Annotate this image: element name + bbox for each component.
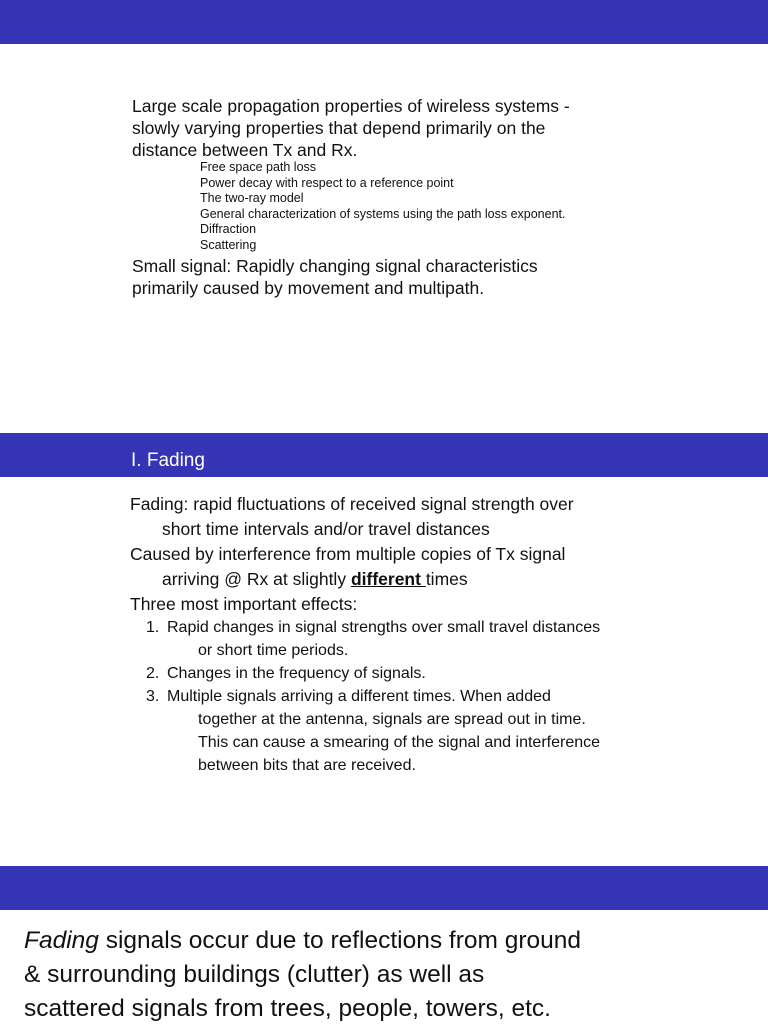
item-text: Changes in the frequency of signals.	[167, 665, 426, 682]
slide1-intro-line: slowly varying properties that depend primarily on the	[132, 118, 546, 138]
list-item: Free space path loss	[200, 160, 317, 174]
item-number: 2.	[146, 665, 160, 682]
list-item: The two-ray model	[200, 191, 304, 205]
fading-definition-line2: short time intervals and/or travel distances	[162, 518, 490, 539]
slide3-fading-text	[24, 924, 754, 1024]
item-continuation: or short time periods.	[198, 642, 349, 659]
item-continuation: together at the antenna, signals are spread out in time.	[198, 711, 586, 728]
slide1-intro-line: distance between Tx and Rx.	[132, 140, 358, 160]
fading-cause	[130, 542, 750, 591]
list-item: Power decay with respect to a reference point	[200, 175, 454, 190]
list-item	[146, 662, 746, 685]
item-text: Rapid changes in signal strengths over small travel distances	[167, 619, 601, 636]
slide3-header-bar	[0, 866, 768, 910]
list-item: Diffraction	[200, 222, 257, 236]
fading-cause-line2-end: times	[425, 568, 468, 589]
fading-cause-line2	[130, 567, 750, 592]
fading-definition	[130, 492, 750, 541]
slide1-small-signal-line: primarily caused by movement and multipath.	[132, 278, 485, 298]
slide3-line3: scattered signals from trees, people, towers, etc.	[24, 995, 551, 1022]
slide1-intro-line: Large scale propagation properties of wireless systems -	[132, 96, 570, 116]
slide3-line1	[24, 927, 581, 954]
emphasized-word: different	[350, 568, 426, 589]
list-item	[146, 685, 746, 777]
item-text: Multiple signals arriving a different times. When added	[167, 688, 551, 705]
effects-list	[146, 616, 746, 777]
fading-definition-line1: Fading: rapid fluctuations of received signal strength over	[130, 494, 574, 514]
slide3-line1-rest: signals occur due to reflections from ground	[98, 927, 582, 954]
slide1-topic-list	[200, 160, 720, 253]
list-item: General characterization of systems using the path loss exponent.	[200, 206, 566, 221]
item-continuation: This can cause a smearing of the signal and interference	[198, 734, 601, 751]
fading-cause-line1: Caused by interference from multiple copies of Tx signal	[130, 544, 566, 564]
item-number: 3.	[146, 688, 160, 705]
slide1-small-signal-text	[132, 255, 732, 299]
fading-cause-line2-start: arriving @ Rx at slightly	[162, 568, 351, 589]
slide1-small-signal-line: Small signal: Rapidly changing signal characteristics	[132, 256, 538, 276]
slide1-intro-text	[132, 95, 732, 161]
slide2-header-bar	[0, 433, 768, 477]
item-number: 1.	[146, 619, 160, 636]
emphasized-word: Fading	[24, 927, 99, 954]
list-item	[146, 616, 746, 662]
item-continuation: between bits that are received.	[198, 757, 416, 774]
list-item: Scattering	[200, 237, 257, 252]
slide3-line2: & surrounding buildings (clutter) as well as	[24, 961, 485, 988]
slide1-header-bar	[0, 0, 768, 44]
slide2-title: I. Fading	[131, 450, 205, 471]
effects-heading: Three most important effects:	[130, 594, 358, 614]
